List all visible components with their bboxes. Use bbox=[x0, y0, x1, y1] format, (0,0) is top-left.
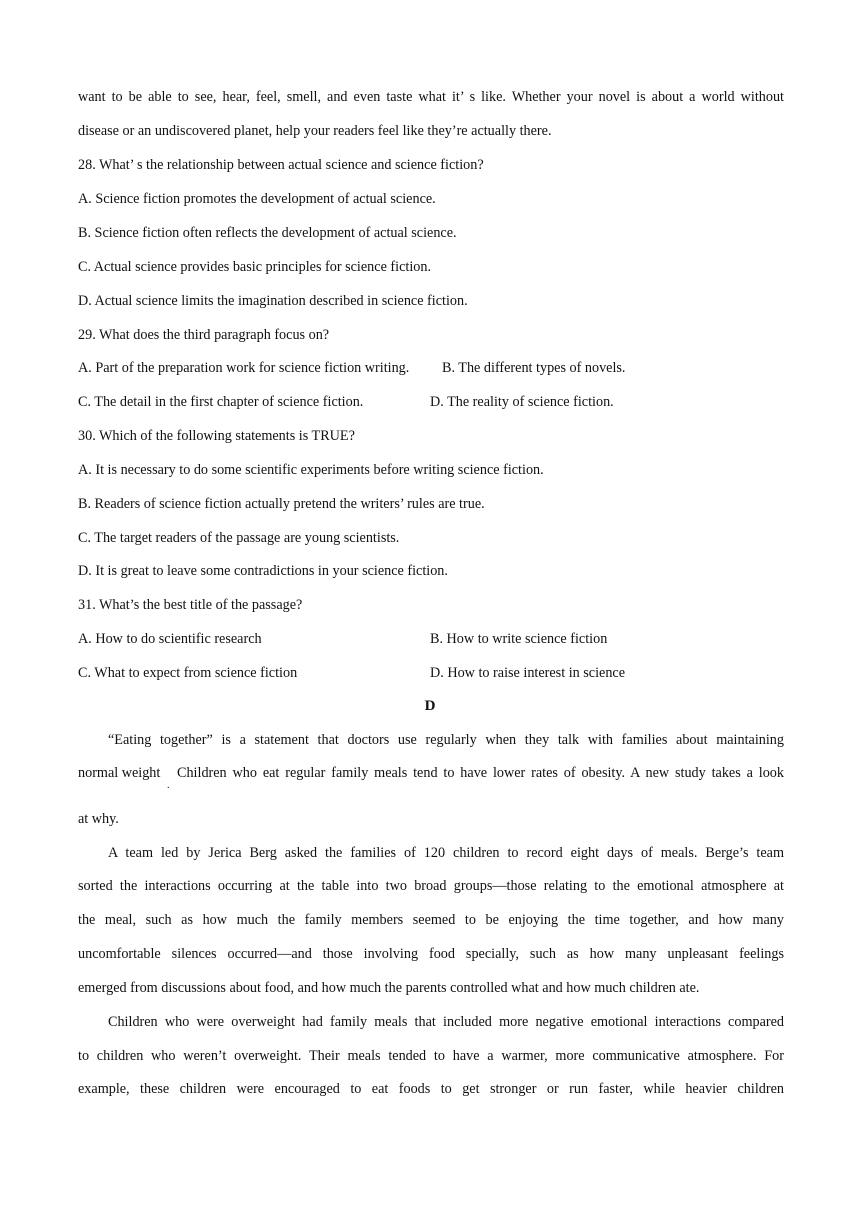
section-d-p2-line-3: the meal, such as how much the family members seemed to be enjoying the time together, and how many bbox=[78, 912, 784, 928]
question-28-option-c: C. Actual science provides basic principles for science fiction. bbox=[78, 259, 431, 275]
question-31-stem: 31. What’s the best title of the passage? bbox=[78, 597, 303, 613]
section-d-p3-line-2: to children who weren’t overweight. Their meals tended to have a warmer, more communicative atmosphere. For bbox=[78, 1048, 784, 1064]
question-30-stem: 30. Which of the following statements is TRUE? bbox=[78, 428, 355, 444]
question-28-stem: 28. What’ s the relationship between actual science and science fiction? bbox=[78, 157, 484, 173]
question-31-option-c: C. What to expect from science fiction bbox=[78, 665, 298, 681]
question-29-stem: 29. What does the third paragraph focus on? bbox=[78, 327, 330, 343]
section-d-p3-line-1: Children who were overweight had family meals that included more negative emotional interactions compared bbox=[108, 1014, 784, 1030]
passage-c-line-2: disease or an undiscovered planet, help your readers feel like they’re actually there. bbox=[78, 123, 552, 139]
section-d-p2-line-2: sorted the interactions occurring at the table into two broad groups—those relating to the emotional atmosphere at bbox=[78, 878, 784, 894]
question-29-option-c: C. The detail in the first chapter of science fiction. bbox=[78, 394, 364, 410]
question-30-option-b: B. Readers of science fiction actually pretend the writers’ rules are true. bbox=[78, 496, 485, 512]
question-29-option-d: D. The reality of science fiction. bbox=[430, 394, 614, 410]
section-d-p2-line-4: uncomfortable silences occurred—and those involving food specially, such as how many unpleasant feelings bbox=[78, 946, 784, 962]
question-29-option-b: B. The different types of novels. bbox=[442, 360, 626, 376]
question-31-option-b: B. How to write science fiction bbox=[430, 631, 608, 647]
question-30-option-c: C. The target readers of the passage are young scientists. bbox=[78, 530, 400, 546]
question-29-option-a: A. Part of the preparation work for science fiction writing. bbox=[78, 360, 410, 376]
section-d-p1-line-2a: normal weight bbox=[78, 765, 161, 781]
section-d-p1-line-2b: Children who eat regular family meals tend to have lower rates of obesity. A new study takes a look bbox=[177, 765, 784, 781]
question-30-option-a: A. It is necessary to do some scientific experiments before writing science fiction. bbox=[78, 462, 544, 478]
question-31-option-d: D. How to raise interest in science bbox=[430, 665, 626, 681]
question-31-option-a: A. How to do scientific research bbox=[78, 631, 262, 647]
section-d-p1-dot: . bbox=[167, 780, 170, 791]
question-28-option-b: B. Science fiction often reflects the development of actual science. bbox=[78, 225, 457, 241]
question-28-option-a: A. Science fiction promotes the development of actual science. bbox=[78, 191, 436, 207]
section-d-p2-line-5: emerged from discussions about food, and how much the parents controlled what and how much children ate. bbox=[78, 980, 700, 996]
passage-c-line-1: want to be able to see, hear, feel, smell, and even taste what it’ s like. Whether your novel is about a world without bbox=[78, 89, 784, 105]
question-30-option-d: D. It is great to leave some contradictions in your science fiction. bbox=[78, 563, 448, 579]
section-d-p1-line-1: “Eating together” is a statement that doctors use regularly when they talk with families about maintaining bbox=[108, 732, 784, 748]
section-d-heading: D bbox=[424, 698, 436, 714]
question-28-option-d: D. Actual science limits the imagination described in science fiction. bbox=[78, 293, 468, 309]
section-d-p3-line-3: example, these children were encouraged to eat foods to get stronger or run faster, while heavier children bbox=[78, 1081, 784, 1097]
section-d-p2-line-1: A team led by Jerica Berg asked the families of 120 children to record eight days of meals. Berge’s team bbox=[108, 845, 784, 861]
section-d-p1-line-3: at why. bbox=[78, 811, 119, 827]
